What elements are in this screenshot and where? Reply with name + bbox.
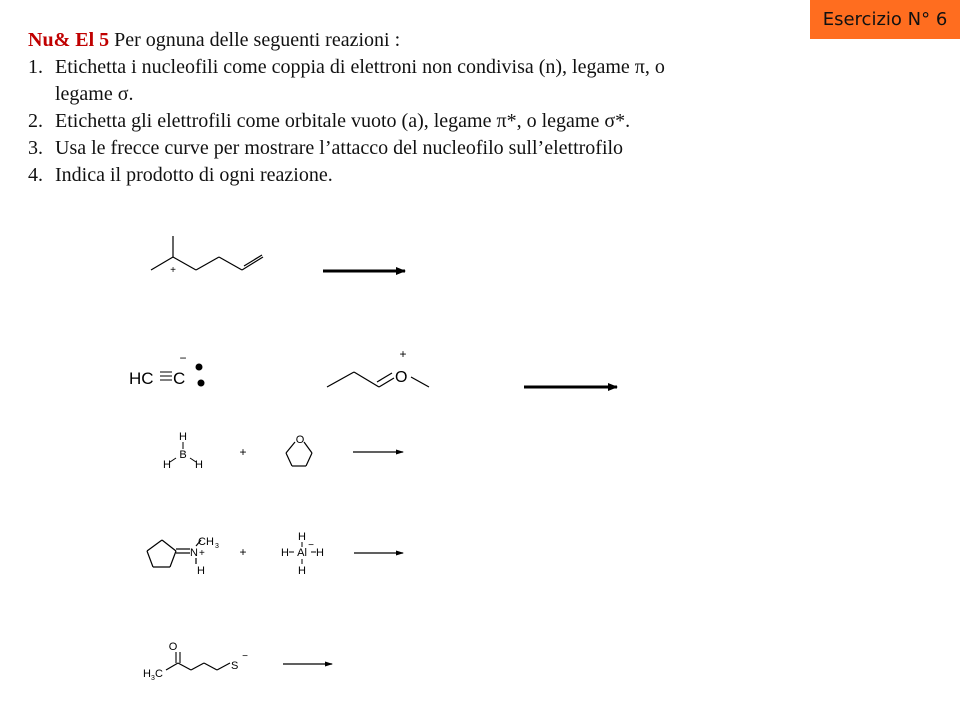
thiolate-charge: − (242, 651, 248, 662)
acetylide-hc: HC (129, 369, 154, 388)
alh4-h-left: H (281, 547, 289, 559)
instruction-item-3: 3. Usa le frecce curve per mostrare l’attacco del nucleofilo sull’elettrofilo (28, 137, 624, 159)
oxocarbenium-charge: + (399, 347, 407, 361)
alh4-h-right: H (316, 547, 324, 559)
thf-oxygen: O (295, 434, 305, 446)
reaction-2 (129, 347, 617, 388)
lone-pair-dot-top (196, 364, 203, 371)
thiolate-skeleton (166, 663, 230, 670)
iminium-ch-sub: 3 (215, 543, 219, 550)
iminium-n: N (190, 547, 198, 559)
methyl-c: C (155, 668, 163, 680)
instruction-item-1: 1. Etichetta i nucleofili come coppia di elettroni non condivisa (n), legame π, o (28, 56, 665, 78)
reaction-3 (163, 431, 403, 471)
acetylide-charge: − (179, 351, 187, 365)
reaction-1-carbocation (151, 236, 263, 270)
instruction-item-1-cont: legame σ. (55, 83, 134, 105)
bh3-h-top: H (179, 431, 187, 443)
bh3-boron: B (179, 449, 187, 461)
iminium-h: H (197, 565, 205, 577)
carbocation-charge: + (170, 265, 176, 276)
reaction-3-plus: + (239, 445, 247, 459)
bh3-h-right: H (195, 459, 203, 471)
alh4-al: Al (297, 547, 307, 559)
methyl-h: H (143, 668, 151, 680)
methyl-sub: 3 (151, 675, 155, 682)
iminium-charge: + (199, 548, 205, 559)
exercise-badge: Esercizio N° 6 (810, 0, 960, 39)
alh4-h-bottom: H (298, 565, 306, 577)
acetylide-c: C (173, 369, 186, 388)
reaction-4-plus: + (239, 545, 247, 559)
oxocarbenium-o: O (395, 369, 408, 386)
heading-text: Per ognuna delle seguenti reazioni : (114, 29, 401, 51)
ketone-oxygen: O (168, 641, 178, 653)
instruction-item-2: 2. Etichetta gli elettrofili come orbitale vuoto (a), legame π*, o legame σ*. (28, 110, 631, 132)
lone-pair-dot-bottom (198, 380, 205, 387)
alh4-charge: − (308, 540, 314, 551)
oxocarbenium-skeleton (327, 372, 429, 387)
exercise-tag: Nu& El 5 (28, 29, 110, 51)
reaction-4 (147, 531, 403, 577)
reaction-5 (143, 641, 332, 682)
instruction-item-4: 4. Indica il prodotto di ogni reazione. (28, 164, 333, 186)
iminium-ch: CH (198, 536, 214, 548)
thiolate-s: S (231, 660, 239, 672)
alh4-h-top: H (298, 531, 306, 543)
bh3-h-left: H (163, 459, 171, 471)
